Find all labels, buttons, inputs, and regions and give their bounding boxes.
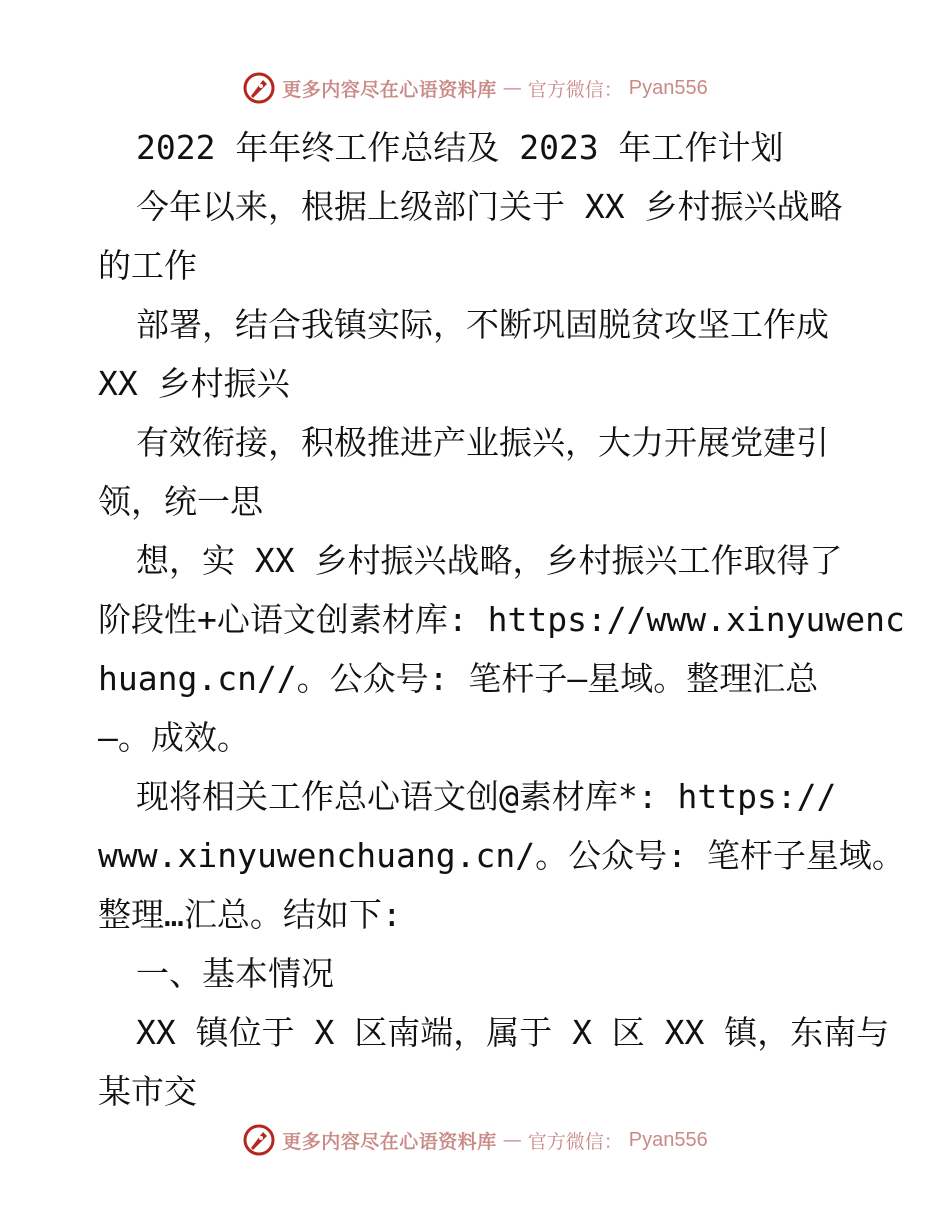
footer-watermark-banner: [0, 1120, 950, 1160]
paragraph-line: 现将相关工作总心语文创@素材库*: https://: [136, 777, 837, 816]
paragraph-line: XX 乡村振兴: [98, 364, 290, 403]
paragraph-line: 领，统一思: [98, 482, 263, 521]
pen-nib-logo-icon: [242, 1123, 276, 1157]
paragraph-line: 有效衔接，积极推进产业振兴，大力开展党建引: [136, 423, 829, 462]
paragraph-line: 阶段性+心语文创素材库: https://www.xinyuwenc: [98, 600, 905, 639]
section-heading: 一、基本情况: [136, 954, 334, 993]
banner-text: 更多内容尽在心语资料库: [282, 1130, 497, 1153]
banner-dash: —: [502, 1129, 522, 1151]
banner-contact-label: 官方微信：: [527, 1130, 623, 1153]
banner-contact-id: Pyan556: [628, 76, 708, 99]
banner-text: 更多内容尽在心语资料库: [282, 78, 497, 101]
paragraph-line: 某市交: [98, 1072, 197, 1111]
banner-dash: —: [502, 77, 522, 99]
banner-contact-label: 官方微信：: [527, 78, 623, 101]
paragraph-line: XX 镇位于 X 区南端，属于 X 区 XX 镇，东南与: [136, 1013, 890, 1052]
paragraph-line: —。成效。: [98, 718, 250, 757]
document-body: [98, 118, 905, 1121]
paragraph-line: 部署，结合我镇实际，不断巩固脱贫攻坚工作成: [136, 305, 829, 344]
banner-contact-id: Pyan556: [628, 1128, 708, 1151]
pen-nib-logo-icon: [242, 71, 276, 105]
paragraph-line: 整理…汇总。结如下:: [98, 895, 402, 934]
paragraph-line: 想，实 XX 乡村振兴战略，乡村振兴工作取得了: [136, 541, 843, 580]
paragraph-line: 的工作: [98, 246, 197, 285]
paragraph-line: www.xinyuwenchuang.cn/。公众号: 笔杆子星域。: [98, 836, 905, 875]
paragraph-line: 今年以来，根据上级部门关于 XX 乡村振兴战略: [136, 187, 843, 226]
document-title: 2022 年年终工作总结及 2023 年工作计划: [136, 128, 784, 167]
paragraph-line: huang.cn//。公众号: 笔杆子—星域。整理汇总: [98, 659, 819, 698]
header-watermark-banner: [0, 68, 950, 108]
